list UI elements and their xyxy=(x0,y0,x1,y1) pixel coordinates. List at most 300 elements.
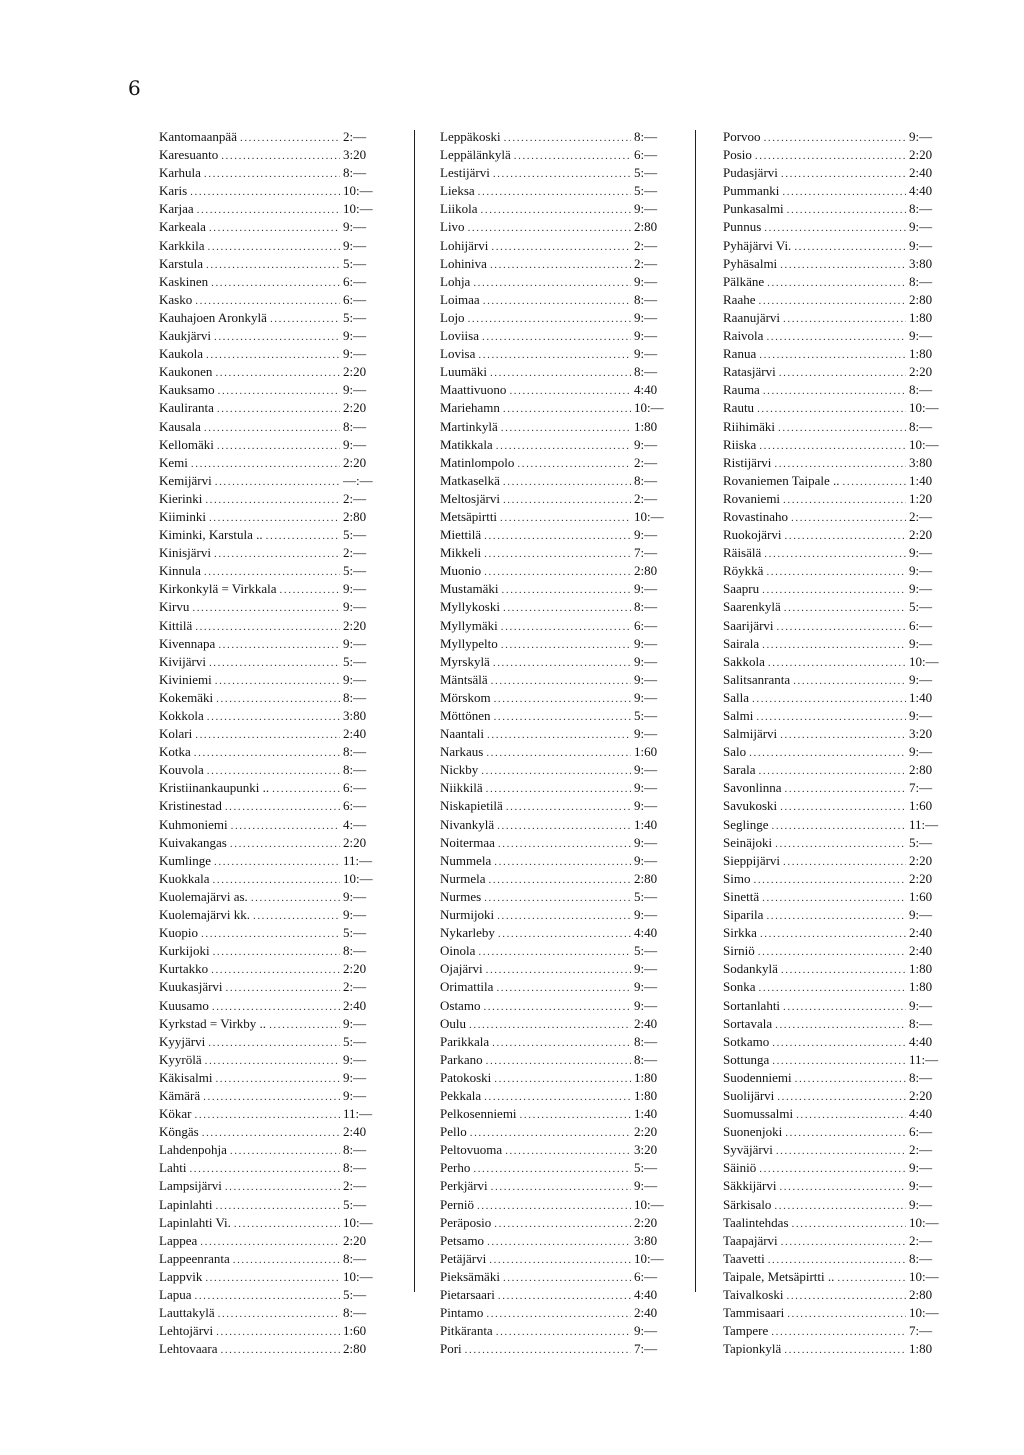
place-name: Kellomäki xyxy=(159,436,214,452)
place-name: Mustamäki xyxy=(440,581,499,597)
list-item xyxy=(159,544,389,562)
list-item xyxy=(440,237,680,255)
list-item xyxy=(159,671,389,689)
place-value: 10:— xyxy=(634,400,664,416)
dot-leader xyxy=(280,581,340,599)
place-value: 5:— xyxy=(343,563,367,579)
place-name: Sottunga xyxy=(723,1051,770,1067)
place-name: Särkisalo xyxy=(723,1196,772,1212)
dot-leader xyxy=(211,274,340,292)
place-value: 5:— xyxy=(634,1160,658,1176)
dot-leader xyxy=(215,473,340,491)
list-item xyxy=(440,779,680,797)
list-item xyxy=(440,309,680,327)
list-item xyxy=(723,1322,955,1340)
place-value: 10:— xyxy=(909,1268,939,1284)
place-value: 8:— xyxy=(343,418,367,434)
dot-leader xyxy=(781,165,906,183)
place-value: 9:— xyxy=(634,997,658,1013)
place-name: Kokemäki xyxy=(159,689,214,705)
dot-leader xyxy=(486,1052,631,1070)
place-name: Sairala xyxy=(723,635,760,651)
dot-leader xyxy=(201,925,340,943)
list-item xyxy=(723,490,955,508)
list-item xyxy=(159,255,389,273)
place-name: Tapionkylä xyxy=(723,1341,782,1357)
list-item xyxy=(440,490,680,508)
list-item xyxy=(440,363,680,381)
list-item xyxy=(159,1123,389,1141)
dot-leader xyxy=(783,491,906,509)
list-item xyxy=(159,1214,389,1232)
list-item xyxy=(159,743,389,761)
list-item xyxy=(723,888,955,906)
list-item xyxy=(440,707,680,725)
place-value: 2:20 xyxy=(634,1214,658,1230)
place-name: Sakkola xyxy=(723,653,765,669)
list-item xyxy=(440,888,680,906)
dot-leader xyxy=(757,400,906,418)
dot-leader xyxy=(779,1178,906,1196)
list-item xyxy=(440,182,680,200)
place-name: Kaukonen xyxy=(159,364,213,380)
place-name: Kuusamo xyxy=(159,997,209,1013)
dot-leader xyxy=(226,979,340,997)
dot-leader xyxy=(486,744,631,762)
place-name: Lahti xyxy=(159,1160,187,1176)
place-name: Kuolemajärvi as. xyxy=(159,888,248,904)
place-name: Pälkäne xyxy=(723,273,765,289)
dot-leader xyxy=(764,545,906,563)
place-value: 5:— xyxy=(343,255,367,271)
place-name: Sarala xyxy=(723,762,756,778)
dot-leader xyxy=(207,238,340,256)
list-item xyxy=(440,1322,680,1340)
place-value: 8:— xyxy=(634,129,658,144)
place-name: Miettilä xyxy=(440,527,482,543)
place-name: Niskapietilä xyxy=(440,798,503,814)
dot-leader xyxy=(482,328,631,346)
dot-leader xyxy=(791,509,906,527)
place-name: Kaukola xyxy=(159,346,204,362)
list-item xyxy=(440,1214,680,1232)
list-item xyxy=(159,1250,389,1268)
list-item xyxy=(723,978,955,996)
place-name: Käkisalmi xyxy=(159,1069,213,1085)
list-item xyxy=(723,1232,955,1250)
list-item xyxy=(723,164,955,182)
list-item xyxy=(159,182,389,200)
list-item xyxy=(440,653,680,671)
place-name: Lieksa xyxy=(440,183,475,199)
place-value: 8:— xyxy=(909,273,933,289)
place-name: Kiiminki xyxy=(159,508,206,524)
place-name: Lohja xyxy=(440,273,471,289)
list-item xyxy=(159,870,389,888)
place-name: Suodenniemi xyxy=(723,1069,792,1085)
place-value: 2:80 xyxy=(634,563,658,579)
dot-leader xyxy=(478,346,631,364)
list-item xyxy=(723,834,955,852)
dot-leader xyxy=(234,1215,340,1233)
list-item xyxy=(723,816,955,834)
place-value: 1:80 xyxy=(634,1069,658,1085)
place-name: Kaukjärvi xyxy=(159,328,211,344)
list-item xyxy=(440,508,680,526)
list-item xyxy=(159,1159,389,1177)
place-value: 8:— xyxy=(343,165,367,181)
place-value: 7:— xyxy=(634,1341,658,1357)
dot-leader xyxy=(221,147,340,165)
place-name: Niikkilä xyxy=(440,780,483,796)
place-value: 9:— xyxy=(909,744,933,760)
list-item xyxy=(440,997,680,1015)
place-value: 1:80 xyxy=(909,346,933,362)
column-divider xyxy=(414,130,415,1292)
place-value: 9:— xyxy=(909,581,933,597)
list-item xyxy=(440,291,680,309)
place-value: 1:20 xyxy=(909,490,933,506)
list-item xyxy=(440,580,680,598)
place-name: Sieppijärvi xyxy=(723,852,781,868)
list-item xyxy=(723,237,955,255)
list-item xyxy=(440,960,680,978)
place-value: 9:— xyxy=(634,328,658,344)
place-name: Myllypelto xyxy=(440,635,498,651)
dot-leader xyxy=(211,961,340,979)
dot-leader xyxy=(486,780,631,798)
list-item xyxy=(159,218,389,236)
place-name: Kinisjärvi xyxy=(159,545,211,561)
place-value: 9:— xyxy=(634,635,658,651)
dot-leader xyxy=(776,1142,906,1160)
place-name: Kauhajoen Aronkylä xyxy=(159,309,267,325)
dot-leader xyxy=(496,979,631,997)
place-value: 8:— xyxy=(909,201,933,217)
dot-leader xyxy=(208,1034,340,1052)
place-name: Kuolemajärvi kk. xyxy=(159,907,250,923)
place-name: Lappea xyxy=(159,1232,198,1248)
place-name: Metsäpirtti xyxy=(440,508,498,524)
place-value: 2:20 xyxy=(343,961,367,977)
place-name: Riihimäki xyxy=(723,418,775,434)
place-name: Peräposio xyxy=(440,1214,492,1230)
list-item xyxy=(440,924,680,942)
place-name: Pudasjärvi xyxy=(723,165,778,181)
dot-leader xyxy=(503,400,631,418)
dot-leader xyxy=(266,527,340,545)
place-name: Kuokkala xyxy=(159,870,210,886)
place-name: Orimattila xyxy=(440,979,494,995)
list-item xyxy=(723,218,955,236)
place-name: Salmi xyxy=(723,708,754,723)
dot-leader xyxy=(484,545,631,563)
place-value: 2:20 xyxy=(343,364,367,380)
dot-leader xyxy=(195,618,340,636)
place-name: Sotkamo xyxy=(723,1033,770,1049)
list-item xyxy=(440,743,680,761)
place-name: Saapru xyxy=(723,581,760,597)
place-name: Lahdenpohja xyxy=(159,1142,227,1158)
place-value: 7:— xyxy=(909,1323,933,1339)
place-name: Räisälä xyxy=(723,545,762,561)
dot-leader xyxy=(483,292,631,310)
place-name: Rautu xyxy=(723,400,755,416)
list-item xyxy=(440,1087,680,1105)
place-name: Pori xyxy=(440,1341,462,1357)
dot-leader xyxy=(490,256,631,274)
dot-leader xyxy=(774,1197,906,1215)
list-item xyxy=(159,725,389,743)
place-value: 4:40 xyxy=(634,925,658,941)
list-item xyxy=(723,689,955,707)
list-item xyxy=(440,797,680,815)
place-name: Kuopio xyxy=(159,925,198,941)
dot-leader xyxy=(205,1052,340,1070)
place-name: Kantomaanpää xyxy=(159,129,237,144)
list-item xyxy=(723,924,955,942)
list-item xyxy=(159,128,389,146)
dot-leader xyxy=(777,618,906,636)
place-name: Savukoski xyxy=(723,798,778,814)
place-value: 2:— xyxy=(634,237,658,253)
list-item xyxy=(159,1196,389,1214)
dot-leader xyxy=(785,527,907,545)
list-item xyxy=(159,960,389,978)
dot-leader xyxy=(781,961,906,979)
place-value: 7:— xyxy=(909,780,933,796)
list-item xyxy=(723,291,955,309)
dot-leader xyxy=(205,491,340,509)
place-value: 10:— xyxy=(343,1214,373,1230)
place-value: 3:80 xyxy=(343,708,367,723)
dot-leader xyxy=(217,400,340,418)
list-item xyxy=(440,1177,680,1195)
place-name: Saarenkylä xyxy=(723,599,781,615)
place-value: 2:20 xyxy=(909,527,933,543)
place-name: Kittilä xyxy=(159,617,193,633)
place-value: 9:— xyxy=(909,237,933,253)
place-value: 2:— xyxy=(634,490,658,506)
place-name: Lapinlahti xyxy=(159,1196,213,1212)
dot-leader xyxy=(209,219,340,237)
place-value: 8:— xyxy=(343,1305,367,1321)
list-item xyxy=(723,418,955,436)
dot-leader xyxy=(493,165,631,183)
place-name: Matkaselkä xyxy=(440,472,500,488)
place-name: Lovisa xyxy=(440,346,476,362)
place-value: 8:— xyxy=(343,762,367,778)
list-item xyxy=(159,997,389,1015)
list-item xyxy=(440,689,680,707)
list-item xyxy=(440,906,680,924)
place-name: Riiska xyxy=(723,436,757,452)
list-item xyxy=(440,544,680,562)
dot-leader xyxy=(501,419,631,437)
list-item xyxy=(159,1033,389,1051)
dot-leader xyxy=(484,889,631,907)
dot-leader xyxy=(795,1070,906,1088)
place-value: 9:— xyxy=(909,1160,933,1176)
list-item xyxy=(723,942,955,960)
list-item xyxy=(159,237,389,255)
place-name: Livo xyxy=(440,219,465,235)
dot-leader xyxy=(756,708,906,726)
place-name: Karstula xyxy=(159,255,204,271)
dot-leader xyxy=(792,1215,906,1233)
place-value: 5:— xyxy=(343,1196,367,1212)
list-item xyxy=(440,1232,680,1250)
list-item xyxy=(440,327,680,345)
place-value: 9:— xyxy=(634,689,658,705)
list-item xyxy=(723,1214,955,1232)
place-name: Naantali xyxy=(440,726,485,742)
dot-leader xyxy=(487,1233,631,1251)
place-value: 2:— xyxy=(343,545,367,561)
place-value: 5:— xyxy=(634,943,658,959)
place-value: 3:20 xyxy=(634,1142,658,1158)
place-value: 10:— xyxy=(909,1305,939,1321)
dot-leader xyxy=(470,1124,631,1142)
dot-leader xyxy=(207,708,340,726)
list-item xyxy=(159,978,389,996)
place-name: Säkkijärvi xyxy=(723,1178,777,1194)
place-value: 4:— xyxy=(343,816,367,832)
dot-leader xyxy=(272,780,340,798)
place-value: 5:— xyxy=(634,183,658,199)
list-item xyxy=(440,617,680,635)
dot-leader xyxy=(215,1070,340,1088)
list-item xyxy=(723,635,955,653)
place-value: 10:— xyxy=(909,400,939,416)
place-name: Mörskom xyxy=(440,689,491,705)
place-value: 8:— xyxy=(343,744,367,760)
place-name: Peltovuoma xyxy=(440,1142,503,1158)
list-item xyxy=(440,978,680,996)
dot-leader xyxy=(785,1124,906,1142)
place-name: Matinlompolo xyxy=(440,454,515,470)
place-value: 5:— xyxy=(909,834,933,850)
place-name: Siparila xyxy=(723,907,764,923)
place-value: 6:— xyxy=(634,617,658,633)
dot-leader xyxy=(775,1016,906,1034)
list-item xyxy=(723,544,955,562)
dot-leader xyxy=(501,636,631,654)
dot-leader xyxy=(509,382,631,400)
place-name: Suonenjoki xyxy=(723,1124,783,1140)
place-value: 9:— xyxy=(634,852,658,868)
place-value: 10:— xyxy=(909,436,939,452)
place-name: Seglinge xyxy=(723,816,769,832)
place-name: Pello xyxy=(440,1124,467,1140)
dot-leader xyxy=(489,1251,631,1269)
page-number: 6 xyxy=(128,76,141,100)
column-divider xyxy=(695,130,696,1292)
list-item xyxy=(159,309,389,327)
place-name: Ojajärvi xyxy=(440,961,483,977)
place-name: Kyrkstad = Virkby .. xyxy=(159,1015,267,1031)
list-item xyxy=(159,635,389,653)
place-name: Taapajärvi xyxy=(723,1232,778,1248)
place-name: Ruokojärvi xyxy=(723,527,782,543)
dot-leader xyxy=(783,998,906,1016)
place-name: Lohiniva xyxy=(440,255,487,271)
dot-leader xyxy=(768,1251,906,1269)
place-value: 8:— xyxy=(343,689,367,705)
place-value: 5:— xyxy=(634,165,658,181)
place-name: Simo xyxy=(723,870,751,886)
place-value: 11:— xyxy=(909,1051,939,1067)
place-value: 9:— xyxy=(343,436,367,452)
place-name: Lampsijärvi xyxy=(159,1178,222,1194)
place-value: 9:— xyxy=(909,545,933,561)
list-item xyxy=(723,1177,955,1195)
place-value: 5:— xyxy=(634,708,658,723)
list-item xyxy=(723,454,955,472)
list-item xyxy=(440,761,680,779)
place-name: Kirkonkylä = Virkkala xyxy=(159,581,277,597)
list-item xyxy=(723,1123,955,1141)
place-value: 2:— xyxy=(634,454,658,470)
place-name: Ratasjärvi xyxy=(723,364,776,380)
place-value: 2:20 xyxy=(343,617,367,633)
dot-leader xyxy=(225,1178,340,1196)
dot-leader xyxy=(197,201,340,219)
place-value: 9:— xyxy=(343,599,367,615)
dot-leader xyxy=(473,274,631,292)
place-value: 1:60 xyxy=(634,744,658,760)
place-value: 8:— xyxy=(634,291,658,307)
dot-leader xyxy=(753,871,906,889)
place-value: 9:— xyxy=(343,219,367,235)
list-item xyxy=(159,1087,389,1105)
place-value: 5:— xyxy=(909,599,933,615)
place-name: Porvoo xyxy=(723,129,761,144)
place-name: Kumlinge xyxy=(159,852,211,868)
place-value: 2:80 xyxy=(909,762,933,778)
dot-leader xyxy=(209,509,340,527)
list-item xyxy=(723,598,955,616)
dot-leader xyxy=(780,798,906,816)
dot-leader xyxy=(503,599,631,617)
dot-leader xyxy=(503,1269,631,1287)
list-item xyxy=(440,1123,680,1141)
dot-leader xyxy=(216,1323,340,1341)
list-item xyxy=(440,200,680,218)
list-item xyxy=(723,960,955,978)
place-name: Kurtakko xyxy=(159,961,209,977)
list-item xyxy=(723,779,955,797)
list-item xyxy=(723,743,955,761)
dot-leader xyxy=(755,147,906,165)
place-name: Pelkosenniemi xyxy=(440,1106,517,1122)
dot-leader xyxy=(759,437,906,455)
place-name: Posio xyxy=(723,147,752,163)
list-item xyxy=(723,182,955,200)
dot-leader xyxy=(195,726,340,744)
place-value: 2:— xyxy=(909,1232,933,1248)
list-item xyxy=(440,472,680,490)
list-item xyxy=(440,381,680,399)
dot-leader xyxy=(796,1106,906,1124)
dot-leader xyxy=(787,1305,906,1323)
list-item xyxy=(440,255,680,273)
dot-leader xyxy=(762,889,906,907)
place-name: Kyyrölä xyxy=(159,1051,202,1067)
place-name: Karkkila xyxy=(159,237,205,253)
place-value: 9:— xyxy=(909,997,933,1013)
place-value: 9:— xyxy=(343,907,367,923)
